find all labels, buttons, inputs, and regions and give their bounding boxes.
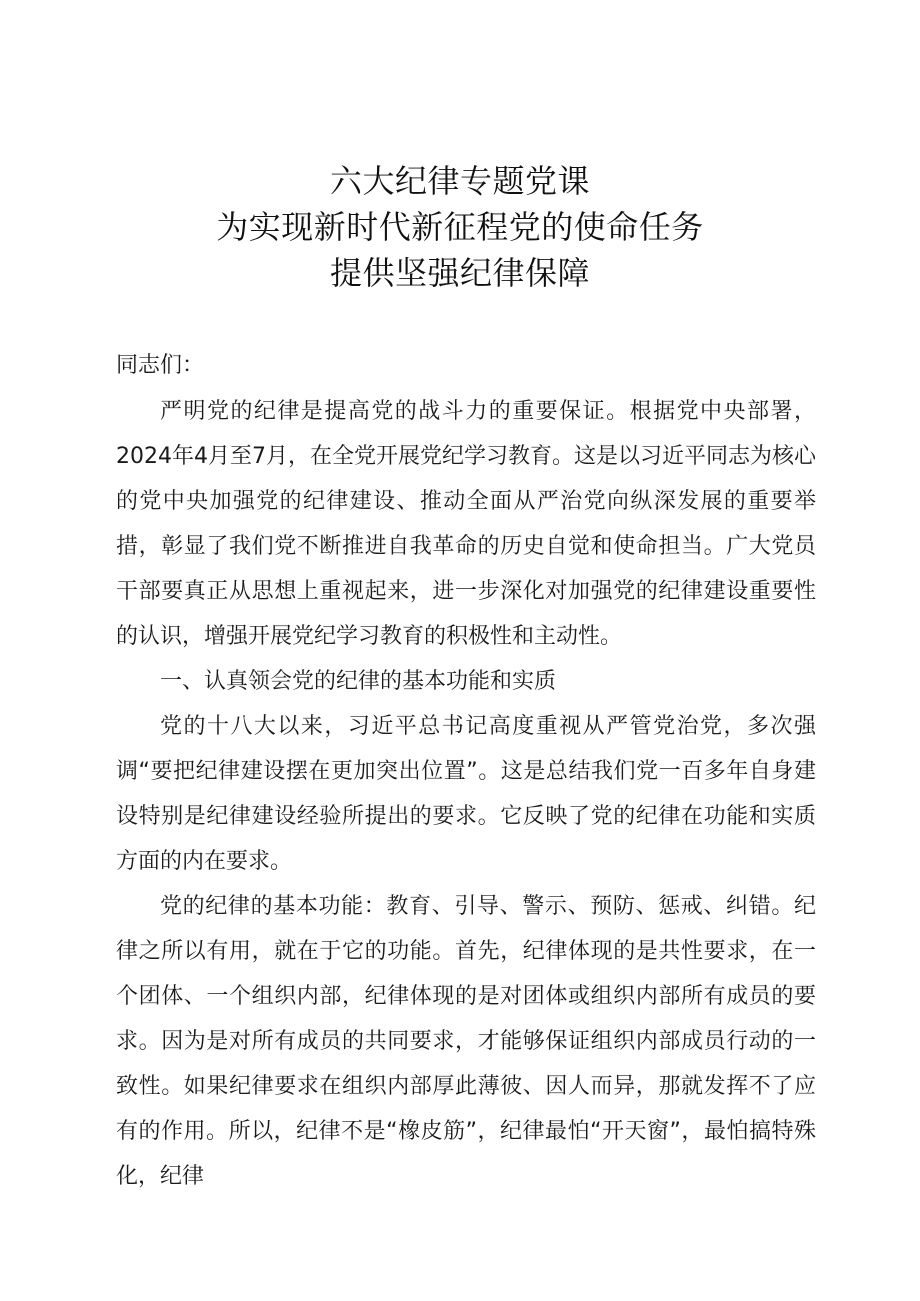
title-line-3: 提供坚强纪律保障 [329,254,590,292]
title-line-2: 为实现新时代新征程党的使命任务 [216,208,704,246]
document-body [116,343,816,1199]
section-heading-1: 一、认真领会党的纪律的基本功能和实质 [160,669,557,694]
paragraph-intro: 严明党的纪律是提高党的战斗力的重要保证。根据党中央部署，2024年4月至7月，在全党开展党纪学习教育。这是以习近平同志为核心的党中央加强党的纪律建设、推动全面从严治党向纵深发展的重要举措，彰显了我们党不断推进自我革命的历史自觉和使命担当。广大党员干部要真正从思想上重视起来，进一步深化对加强党的纪律建设重要性的认识，增强开展党纪学习教育的积极性和主动性。 [116,399,816,649]
paragraph-section-1-b: 党的纪律的基本功能：教育、引导、警示、预防、惩戒、纠错。纪律之所以有用，就在于它的功能。首先，纪律体现的是共性要求，在一个团体、一个组织内部，纪律体现的是对团体或组织内部所有成员的要求。因为是对所有成员的共同要求，才能够保证组织内部成员行动的一致性。如果纪律要求在组织内部厚此薄彼、因人而异，那就发挥不了应有的作用。所以，纪律不是“橡皮筋”，纪律最怕“开天窗”，最怕搞特殊化，纪律 [116,894,816,1189]
title-line-1: 六大纪律专题党课 [329,162,590,200]
document-title [0,158,920,296]
paragraph-section-1-a: 党的十八大以来，习近平总书记高度重视从严管党治党，多次强调“要把纪律建设摆在更加突出位置”。这是总结我们党一百多年自身建设特别是纪律建设经验所提出的要求。它反映了党的纪律在功能和实质方面的内在要求。 [116,714,816,874]
salutation: 同志们： [116,353,205,378]
